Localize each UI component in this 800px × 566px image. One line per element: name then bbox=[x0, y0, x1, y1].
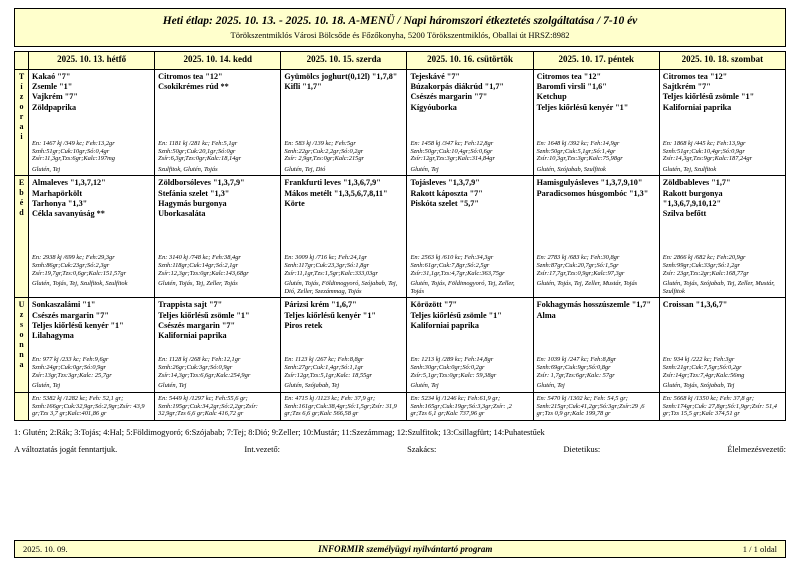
column-header-monday: 2025. 10. 13. hétfő bbox=[29, 52, 155, 70]
dish-list: Sonkaszalámi "1" Csészés margarin "7" Teljes kiőrlésű kenyér "1" Lilahagyma bbox=[32, 300, 124, 340]
signature-elelmezesvezeto: Élelmezésvezető: bbox=[727, 445, 786, 455]
column-header-tuesday: 2025. 10. 14. kedd bbox=[155, 52, 281, 70]
allergen-info: Glutén, Tej, Szulfitok bbox=[662, 165, 717, 173]
dish-list: Citromos tea "12" Baromfi virsli "1,6" Ketchup Teljes kiőrlésű kenyér "1" bbox=[536, 72, 629, 112]
row-label-uzsonna: U z s o n n a bbox=[15, 298, 29, 392]
column-header-thursday: 2025. 10. 16. csütörtök bbox=[407, 52, 533, 70]
cell-breakfast-tuesday bbox=[155, 70, 281, 176]
nutrition-info: En: 1458 kj /347 kc; Feh:12,8gr Sznh:50gr;Cuk:10,4gr;Só:0,6gr Zsír:12gr,Tzs:3gr;Kalc:314,84gr bbox=[410, 140, 495, 163]
cell-snack-saturday bbox=[659, 298, 785, 392]
row-label-tizorai: T í z o r a i bbox=[15, 70, 29, 176]
cell-breakfast-wednesday bbox=[281, 70, 407, 176]
cell-lunch-thursday bbox=[407, 176, 533, 298]
footer-program-name: INFORMIR személyügyi nyilvántartó program bbox=[318, 544, 493, 554]
allergen-info: Glutén, Szójabab, Szulfitok bbox=[536, 165, 606, 173]
disclaimer-text: A változtatás jogát fenntartjuk. bbox=[14, 445, 118, 455]
total-friday: En: 5470 kj /1302 kc; Feh: 54,5 gr; Sznh:215gr;Cuk:41,2gr;Só:3gr;Zsír:29 ,6 gr;Tzs 0,9 gr;Kalc 199,78 gr bbox=[533, 392, 659, 420]
allergen-info: Glutén, Tej bbox=[158, 382, 187, 390]
nutrition-info: En: 1039 kj /247 kc; Feh:8,8gr Sznh:69gr;Cuk:9gr;Só:0,8gr Zsír: 1,7gr,Tzs:6gr;Kalc: 57gr bbox=[536, 356, 617, 379]
cell-lunch-monday bbox=[29, 176, 155, 298]
dish-list: Fokhagymás hosszúszemle "1,7" Alma bbox=[536, 300, 652, 320]
cell-snack-thursday bbox=[407, 298, 533, 392]
weekly-menu-table bbox=[14, 51, 786, 421]
row-label-ebed: E b é d bbox=[15, 176, 29, 298]
cell-snack-tuesday bbox=[155, 298, 281, 392]
dish-list: Zöldborsóleves "1,3,7,9" Stefánia szelet "1,3" Hagymás burgonya Uborkasaláta bbox=[158, 178, 245, 218]
nutrition-info: En: 1181 kj /281 kc; Feh:5,1gr Sznh:50gr;Cuk:20,1gr;Só:0gr Zsír:6,3gr,Tzs:0gr;Kalc:18,14gr bbox=[158, 140, 242, 163]
dish-list: Párizsi krém "1,6,7" Teljes kiőrlésű kenyér "1" Piros retek bbox=[284, 300, 376, 330]
cell-lunch-wednesday bbox=[281, 176, 407, 298]
cell-snack-monday bbox=[29, 298, 155, 392]
cell-snack-wednesday bbox=[281, 298, 407, 392]
nutrition-info: En: 2938 kj /699 kc; Feh:29,3gr Sznh:86gr;Cuk:23gr;Só:2,3gr Zsír:19,7gr,Tzs:0,6gr;Kalc:151,57gr bbox=[32, 254, 127, 277]
nutrition-info: En: 3009 kj /716 kc; Feh:24,1gr Sznh:117gr;Cuk:23,3gr;Só:1,8gr Zsír:11,1gr,Tzs:1,5gr;Kalc:333,03gr bbox=[284, 254, 378, 277]
cell-breakfast-monday bbox=[29, 70, 155, 176]
document-header bbox=[14, 8, 786, 47]
dish-list: Citromos tea "12" Sajtkrém "7" Teljes kiőrlésű zsömle "1" Kaliforniai paprika bbox=[662, 72, 755, 112]
nutrition-info: En: 1213 kj /289 kc; Feh:14,8gr Sznh:30gr;Cuk:0gr;Só:0,2gr Zsír:5,1gr;Tzs:0gr;Kalc: 59,38gr bbox=[410, 356, 497, 379]
allergen-info: Glutén, Tej bbox=[32, 382, 61, 390]
cell-snack-friday bbox=[533, 298, 659, 392]
nutrition-info: En: 1123 kj /267 kc; Feh:8,8gr Sznh:27gr;Cuk:1,4gr;Só:1,1gr Zsír:12gr,Tzs:5,1gr;Kalc: 18,55gr bbox=[284, 356, 373, 379]
dish-list: Trappista sajt "7" Teljes kiőrlésű zsömle "1" Csészés margarin "7" Kaliforniai paprika bbox=[158, 300, 250, 340]
daily-totals-row bbox=[15, 392, 786, 420]
dish-list: Croissan "1,3,6,7" bbox=[662, 300, 728, 310]
allergen-legend: 1: Glutén; 2:Rák; 3:Tojás; 4:Hal; 5:Földimogyoró; 6:Szójabab; 7:Tej; 8:Dió; 9:Zeller; 10:Mustár; 11:Szezámmag; 12:Szulfitok; 13:Csillagfürt; 14:Puhatestűek bbox=[14, 428, 545, 438]
nutrition-info: En: 1467 kj /349 kc; Feh:13,2gr Sznh:51gr;Cuk:10gr;Só:0,4gr Zsír:11,3gr,Tzs:6gr;Kalc:197mg bbox=[32, 140, 115, 163]
total-wednesday: En: 4715 kj /1123 kc; Feh: 37,9 gr; Sznh:161gr;Cuk:38,4gr;Só:1,5gr;Zsír: 31,9 gr;Tzs 6,6 gr;Kalc 566,58 gr bbox=[281, 392, 407, 420]
cell-lunch-friday bbox=[533, 176, 659, 298]
total-thursday: En: 5234 kj /1246 kc; Feh:61,9 gr; Sznh:165gr;Cuk:19gr;Só:3,3gr;Zsír: ,2 gr;Tzs 6,1 gr;Kalc 737,96 gr bbox=[407, 392, 533, 420]
dish-list: Almaleves "1,3,7,12" Marhapörkölt Tarhonya "1,3" Cékla savanyúság ** bbox=[32, 178, 106, 218]
total-tuesday: En: 5449 kj /1297 kc; Feh:55,6 gr; Sznh:195gr;Cuk:34,2gr;Só:2,2gr;Zsír: 32,9gr;Tzs 6,6 gr;Kalc 416,72 gr bbox=[155, 392, 281, 420]
allergen-info: Glutén, Tej bbox=[536, 382, 565, 390]
allergen-info: Glutén, Tej bbox=[410, 165, 439, 173]
document-footer bbox=[14, 540, 786, 558]
nutrition-info: En: 1868 kj /445 kc; Feh:13,9gr Sznh:51gr;Cuk:10,4gr;Só:0,9gr Zsír:14,3gr,Tzs:9gr;Kalc:187,24gr bbox=[662, 140, 753, 163]
allergen-info: Glutén, Tojás, Szójabab, Tej bbox=[662, 382, 735, 390]
meal-row-lunch bbox=[15, 176, 786, 298]
column-header-wednesday: 2025. 10. 15. szerda bbox=[281, 52, 407, 70]
allergen-info: Glutén, Tojás, Földimogyoró, Szójabab, Tej, Dió, Zeller, Szezámmag, Tojás bbox=[284, 280, 398, 295]
signature-row bbox=[14, 445, 786, 454]
cell-breakfast-friday bbox=[533, 70, 659, 176]
total-saturday: En: 5668 kj /1350 kc; Feh: 37,8 gr; Sznh:174gr;Cuk: 27,8gr;Só:1,9gr;Zsír: 51,4 gr;Tzs 15,5 gr;Kalc 374,51 gr bbox=[659, 392, 785, 420]
allergen-info: Glutén, Tojás, Tej, Szulfitok, Szulfitok bbox=[32, 280, 128, 288]
footer-page-number: 1 / 1 oldal bbox=[742, 544, 777, 554]
dish-list: Citromos tea "12" Csokikrémes rúd ** bbox=[158, 72, 229, 92]
allergen-info: Glutén, Tej, Dió bbox=[284, 165, 326, 173]
allergen-info: Glutén, Tojás, Tej, Zeller, Tojás bbox=[158, 280, 238, 288]
dish-list: Tejeskávé "7" Búzakorpás diákrúd "1,7" Csészés margarin "7" Kígyóuborka bbox=[410, 72, 504, 112]
table-header-row bbox=[15, 52, 786, 70]
row-label-totals bbox=[15, 392, 29, 420]
column-header-friday: 2025. 10. 17. péntek bbox=[533, 52, 659, 70]
corner-cell bbox=[15, 52, 29, 70]
meal-row-snack bbox=[15, 298, 786, 392]
dish-list: Hamisgulyásleves "1,3,7,9,10" Paradicsomos húsgombóc "1,3" bbox=[536, 178, 649, 198]
meal-row-breakfast bbox=[15, 70, 786, 176]
signature-int-vezeto: Int.vezető: bbox=[244, 445, 280, 455]
dish-list: Tojásleves "1,3,7,9" Rakott káposzta "7" Piskóta szelet "5,7" bbox=[410, 178, 483, 208]
signature-dietetikus: Dietetikus: bbox=[563, 445, 601, 455]
nutrition-info: En: 3140 kj /748 kc; Feh:38,4gr Sznh:118gr;Cuk:14gr;Só:2,1gr Zsír:12,3gr;Tzs:0gr;Kalc:143,68gr bbox=[158, 254, 249, 277]
nutrition-info: En: 1128 kj /268 kc; Feh:12,1gr Sznh:26gr;Cuk:3gr;Só:0,9gr Zsír:14,3gr;Tzs:6,6gr;Kalc:254,9gr bbox=[158, 356, 251, 379]
allergen-info: Glutén, Szójabab, Tej bbox=[284, 382, 340, 390]
nutrition-info: En: 2866 kj /682 kc; Feh:20,9gr Sznh:99gr;Cuk:33gr;Só:1,2gr Zsír: 23gr,Tzs:2gr;Kalc:168,77gr bbox=[662, 254, 749, 277]
allergen-info: Glutén, Tej bbox=[410, 382, 439, 390]
page-title: Heti étlap: 2025. 10. 13. - 2025. 10. 18. A-MENÜ / Napi háromszori étkeztetés szolgáltatása / 7-10 év bbox=[162, 15, 638, 27]
institution-subtitle: Törökszentmiklós Városi Bölcsőde és Főzőkonyha, 5200 Törökszentmiklós, Oballai út HRSZ:8982 bbox=[230, 30, 570, 40]
nutrition-info: En: 2783 kj /683 kc; Feh:30,8gr Sznh:87gr;Cuk:20,7gr;Só:1,5gr Zsír:17,7gr,Tzs:0,9gr;Kalc:97,3gr bbox=[536, 254, 625, 277]
allergen-info: Glutén, Tojás, Tej, Zeller, Mustár, Tojás bbox=[536, 280, 638, 288]
allergen-info: Glutén, Tojás, Földimogyoró, Tej, Zeller, Tojás bbox=[410, 280, 515, 295]
dish-list: Körözött "7" Teljes kiőrlésű zsömle "1" Kaliforniai paprika bbox=[410, 300, 502, 330]
nutrition-info: En: 934 kj /222 kc; Feh:3gr Sznh:21gr;Cuk:7,5gr;Só:0,2gr Zsír:14gr;Tzs:7,4gr;Kalc:56mg bbox=[662, 356, 745, 379]
allergen-info: Glutén, Tej bbox=[32, 165, 61, 173]
dish-list: Zöldbableves "1,7" Rakott burgonya "1,3,6,7,9,10,12" Szilva befőtt bbox=[662, 178, 731, 218]
cell-breakfast-thursday bbox=[407, 70, 533, 176]
nutrition-info: En: 1648 kj /392 kc; Feh:14,9gr Sznh:50gr;Cuk:5,1gr;Só:1,4gr Zsír:10,3gr,Tzs:3gr;Kalc:75,98gr bbox=[536, 140, 623, 163]
allergen-info: Szulfitok, Glutén, Tojás bbox=[158, 165, 218, 173]
total-monday: En: 5382 kj /1282 kc; Feh: 52,1 gr; Sznh:166gr;Cuk:32,9gr;Só:2,9gr;Zsír: 43,9 gr;Tzs 3,7 gr;Kalc:401,86 gr bbox=[29, 392, 155, 420]
cell-lunch-tuesday bbox=[155, 176, 281, 298]
dish-list: Gyümölcs joghurt(0,12l) "1,7,8" Kifli "1,7" bbox=[284, 72, 398, 92]
cell-breakfast-saturday bbox=[659, 70, 785, 176]
nutrition-info: En: 977 kj /233 kc; Feh:9,6gr Sznh:24gr;Cuk:0gr;Só:0,9gr Zsír:13gr,Tzs:3gr;Kalc: 25,7gr bbox=[32, 356, 112, 379]
cell-lunch-saturday bbox=[659, 176, 785, 298]
allergen-info: Glutén, Tojás, Szójabab, Tej, Zeller, Mustár, Szulfitok bbox=[662, 280, 775, 295]
nutrition-info: En: 2563 kj /610 kc; Feh:34,3gr Sznh:61gr;Cuk:7,8gr;Só:2,5gr Zsír:31,1gr,Tzs:4,7gr;Kalc:363,75gr bbox=[410, 254, 505, 277]
nutrition-info: En: 583 kj /139 kc; Feh:5gr Sznh:22gr;Cuk:2,2gr;Só:0,2gr Zsír: 2,9gr,Tzs:0gr;Kalc:215gr bbox=[284, 140, 365, 163]
signature-szakacs: Szakács: bbox=[407, 445, 437, 455]
footer-date: 2025. 10. 09. bbox=[23, 544, 68, 554]
dish-list: Kakaó "7" Zsemle "1" Vajkrém "7" Zöldpaprika bbox=[32, 72, 78, 112]
column-header-saturday: 2025. 10. 18. szombat bbox=[659, 52, 785, 70]
dish-list: Frankfurti leves "1,3,6,7,9" Mákos metélt "1,3,5,6,7,8,11" Körte bbox=[284, 178, 388, 208]
